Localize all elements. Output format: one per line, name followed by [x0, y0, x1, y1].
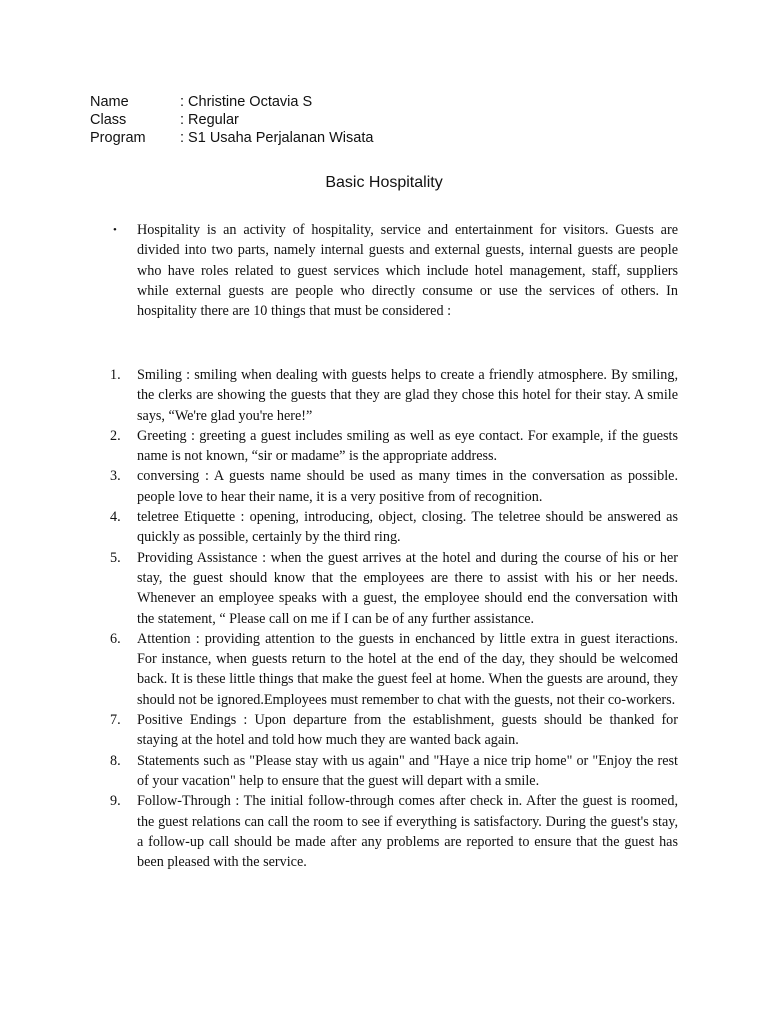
intro-text: Hospitality is an activity of hospitality, service and entertainment for visitors. Guests are divided into two parts, namely internal guests and external guests, internal guests are people who have roles related to guest services which include hotel management, staff, suppliers while external guests are people who directly consume or use the services of others. In hospitality there are 10 things that must be considered : [137, 222, 678, 320]
list-text: teletree Etiquette : opening, introducing, object, closing. The teletree should be answered as quickly as possible, certainly by the third ring. [137, 509, 678, 546]
list-item [110, 629, 678, 710]
info-value: : Christine Octavia S [180, 94, 313, 110]
list-item [110, 548, 678, 629]
info-row-class [90, 111, 373, 129]
list-text: Greeting : greeting a guest includes smiling as well as eye contact. For example, if the guests name is not known, “sir or madame” is the appropriate address. [137, 427, 678, 465]
info-value: : Regular [180, 112, 239, 128]
list-number: 2. [110, 427, 121, 444]
list-item [110, 710, 678, 751]
list-number: 9. [110, 793, 121, 810]
hospitality-list [110, 365, 678, 872]
list-number: 4. [110, 509, 121, 526]
list-text: Smiling : smiling when dealing with guests helps to create a friendly atmosphere. By smiling, the clerks are showing the guests that they are glad they chose this hotel for their stay. A smile says, “We're glad you're here!” [137, 367, 678, 424]
list-number: 1. [110, 367, 121, 383]
info-row-name [90, 93, 373, 111]
student-info [90, 93, 373, 147]
list-number: 3. [110, 468, 121, 485]
list-item [110, 791, 678, 872]
list-text: Follow-Through : The initial follow-through comes after check in. After the guest is roomed, the guest relations can call the room to see if everything is satisfactory. During the guest's stay, a follow-up call should be made after any problems are reported to ensure that the guest has been pleased with the service. [137, 793, 678, 871]
list-text: Attention : providing attention to the guests in enchanced by little extra in guest iteractions. For instance, when guests return to the hotel at the end of the day, they should be welcomed back. It is these little things that make the guest feel at home. When the guests are around, they should not be ignored.Employees must remember to chat with the guests, not their co-workers. [137, 630, 678, 708]
info-label: Program [90, 130, 146, 146]
list-number: 5. [110, 549, 121, 566]
intro-paragraph [113, 220, 678, 321]
info-label: Class [90, 112, 127, 128]
list-text: Positive Endings : Upon departure from the establishment, guests should be thanked for staying at the hotel and told how much they are wanted back again. [137, 712, 678, 749]
list-item [110, 426, 678, 467]
list-item [110, 466, 678, 507]
list-text: Statements such as "Please stay with us again" and "Haye a nice trip home" or "Enjoy the rest of your vacation" help to ensure that the guest will depart with a smile. [137, 752, 678, 789]
bullet-icon: • [113, 224, 117, 236]
list-number: 8. [110, 752, 121, 769]
info-label: Name [90, 94, 129, 110]
info-row-program [90, 129, 373, 147]
list-text: conversing : A guests name should be used as many times in the conversation as possible. people love to hear their name, it is a very positive from of recognition. [137, 468, 678, 505]
list-number: 6. [110, 630, 121, 647]
list-number: 7. [110, 712, 121, 729]
list-text: Providing Assistance : when the guest arrives at the hotel and during the course of his or her stay, the guest should know that the employees are there to assist with his or her needs. Whenever an employee speaks with a guest, the employee should end the conversation with the statement, “ Please call on me if I can be of any further assistance. [137, 549, 678, 627]
info-value: : S1 Usaha Perjalanan Wisata [180, 130, 374, 146]
document-title: Basic Hospitality [325, 174, 443, 191]
list-item [110, 507, 678, 548]
list-item [110, 365, 678, 426]
list-item [110, 751, 678, 792]
